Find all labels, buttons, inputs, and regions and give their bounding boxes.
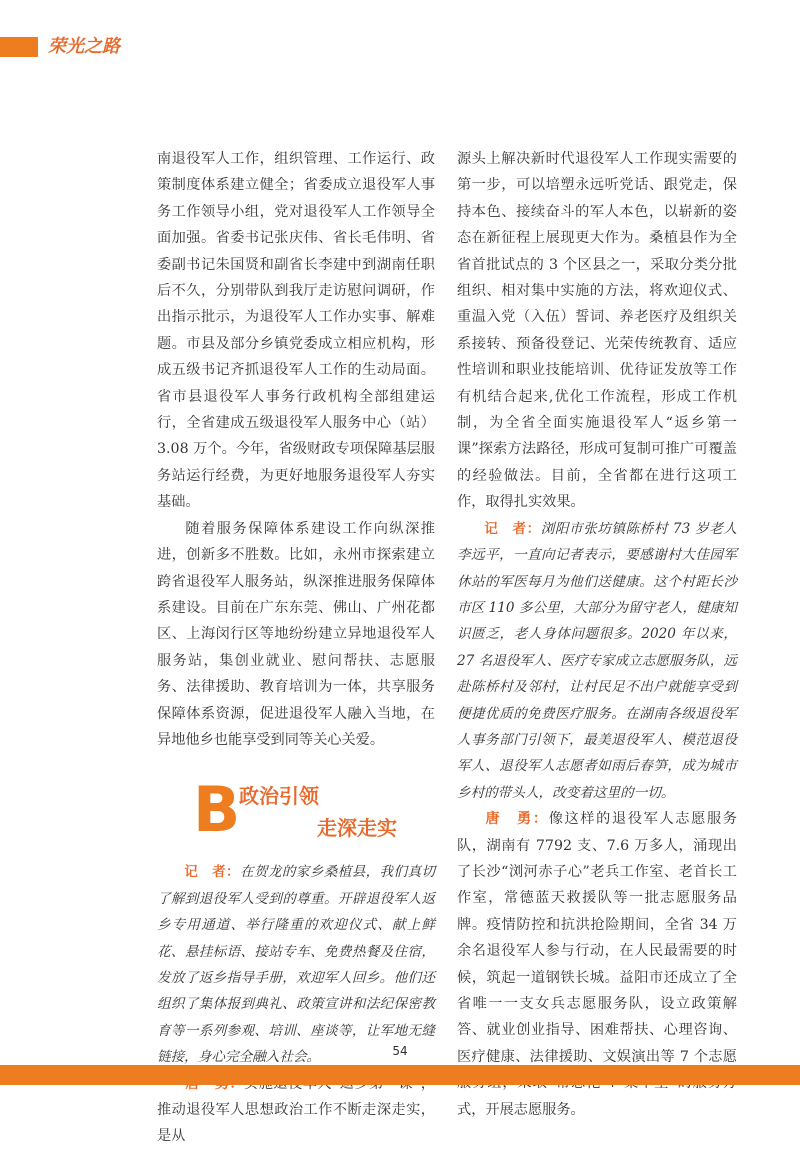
page-number: 54 bbox=[392, 1044, 408, 1058]
section-title-line1: 政治引领 bbox=[239, 784, 319, 809]
paragraph: 源头上解决新时代退役军人工作现实需要的第一步，可以培塑永远听党话、跟党走，保持本色、接续奋斗的军人本色，以崭新的姿态在新征程上展现更大作为。桑植县作为全省首批试点的 3 个区县之一，采取分类分批组织、相对集中实施的方法，将欢迎仪式、重温入党（入伍）誓词、养老医疗及组织关系接转、预备役登记、光荣传统教育、适应性培训和职业技能培训、优待证发放等工作有机结合起来,优化工作流程，形成工作机制，为全省全面实施退役军人“返乡第一课”探索方法路径，形成可复制可推广可覆盖的经验做法。目前，全省都在进行这项工作，取得扎实效果。 bbox=[457, 151, 737, 511]
speaker-label: 唐 勇： bbox=[485, 811, 549, 828]
section-heading bbox=[157, 773, 435, 851]
paragraph: 南退役军人工作，组织管理、工作运行、政策制度体系建立健全；省委成立退役军人事务工作领导小组，党对退役军人工作领导全面加强。省委书记张庆伟、省长毛伟明、省委副书记朱国贤和副省长李建中到湖南任职后不久，分别带队到我厅走访慰问调研，作出指示批示，为退役军人工作办实事、解难题。市县及部分乡镇党委成立相应机构，形成五级书记齐抓退役军人工作的生动局面。省市县退役军人事务行政机构全部组建运行，全省建成五级退役军人服务中心（站）3.08 万个。今年，省级财政专项保障基层服务站运行经费，为更好地服务退役军人夯实基础。 bbox=[157, 151, 435, 511]
question-text: 在贺龙的家乡桑植县，我们真切了解到退役军人受到的尊重。开辟退役军人返乡专用通道、举行隆重的欢迎仪式、献上鲜花、悬挂标语、接站专车、免费热餐及住宿，发放了返乡指导手册，欢迎军人回乡。他们还组织了集体报到典礼、政策宣讲和法纪保密教育等一系列参观、培训、座谈等，让军地无缝链接，身心完全融入社会。 bbox=[157, 864, 436, 1066]
speaker-label: 记 者： bbox=[484, 520, 541, 537]
interview-question bbox=[457, 516, 737, 806]
interview-question bbox=[157, 859, 435, 1070]
footer-accent-bar bbox=[0, 1065, 800, 1085]
paragraph: 随着服务保障体系建设工作向纵深推进，创新多不胜数。比如，永州市探索建立跨省退役军人服务站，纵深推进服务保障体系建设。目前在广东东莞、佛山、广州花都区、上海闵行区等地纷纷建立异地退役军人服务站，集创业就业、慰问帮扶、志愿服务、法律援助、教育培训为一体，共享服务保障体系资源，促进退役军人融入当地，在异地他乡也能享受到同等关心关爱。 bbox=[157, 520, 435, 748]
section-letter: B bbox=[193, 773, 241, 847]
header-accent-bar bbox=[0, 37, 38, 57]
answer-text: 像这样的退役军人志愿服务队，湖南有 7792 支、7.6 万多人，涌现出了长沙“浏河赤子心”老兵工作室、老首长工作室，常德蓝天救援队等一批志愿服务品牌。疫情防控和抗洪抢险期间，全省 34 万余名退役军人参与行动，在人民最需要的时候，筑起一道钢铁长城。益阳市还成立了全省唯一一支女兵志愿服务队，设立政策解答、就业创业指导、困难帮扶、心理咨询、医疗健康、法律援助、文娱演出等 7 个志愿 式，开展志愿服务。 bbox=[457, 811, 737, 1118]
section-title-line2: 走深走实 bbox=[317, 816, 397, 841]
speaker-label: 记 者： bbox=[184, 864, 241, 881]
left-column bbox=[157, 146, 435, 1150]
answer-text: 推动退役军人思想政治工作不断走深走实，是从 bbox=[157, 1102, 435, 1145]
question-text: 浏阳市张坊镇陈桥村 73 岁老人李远平，一直向记者表示，要感谢村大佳园军休站的军医每月为他们送健康。这个村距长沙市区 110 多公里，大部分为留守老人，健康知识匮乏，老人身体问题很多。2020 年以来，27 名退役军人、医疗专家成立志愿服务队，远赴陈桥村及邻村，让村民足不出户就能享受到便捷优质的免费医疗服务。在湖南各级退役军人事务部门引领下，最美退役军人、模范退役军人、退役军人志愿者如雨后春笋，成为城市乡村的带头人，改变着这里的一切。 bbox=[457, 520, 737, 801]
magazine-brand: 荣光之路 bbox=[48, 36, 120, 57]
right-column bbox=[457, 146, 737, 1123]
